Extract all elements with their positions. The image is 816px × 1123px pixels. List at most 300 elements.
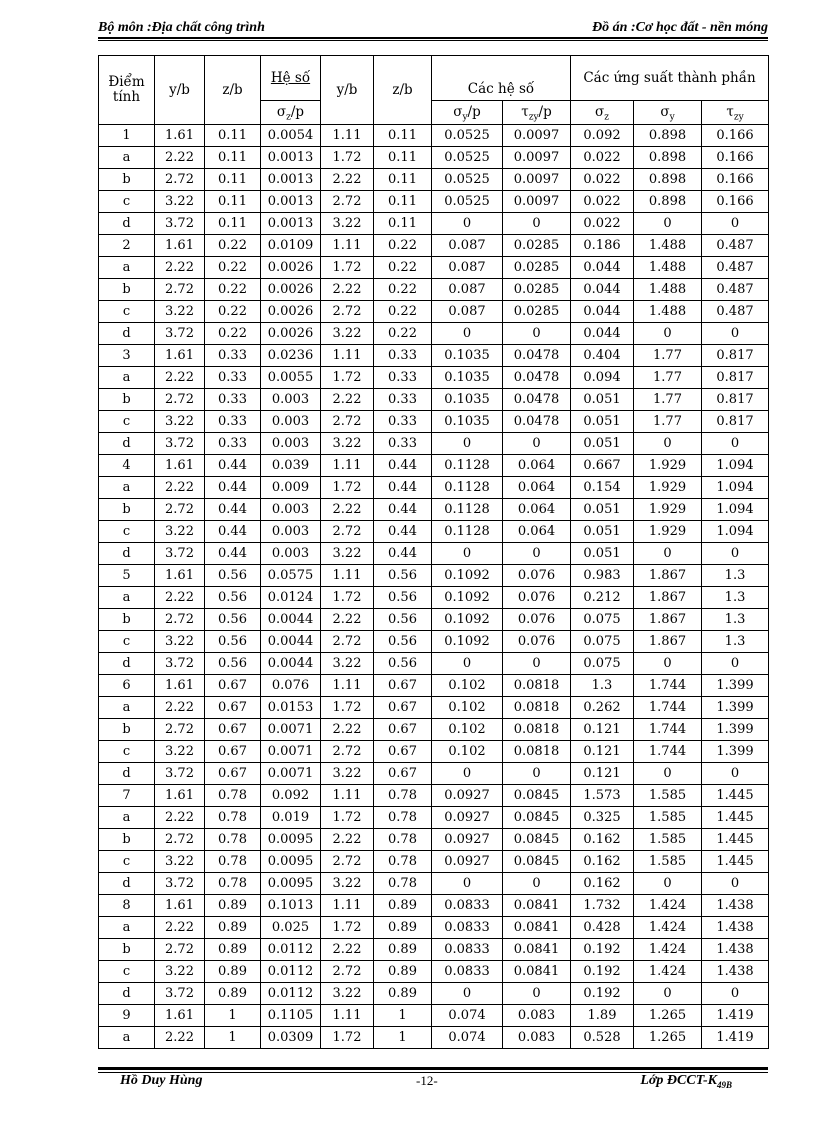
table-cell: d [99, 653, 155, 675]
table-cell: 1.867 [634, 587, 702, 609]
table-cell: 1.399 [702, 697, 769, 719]
table-cell: 0.092 [261, 785, 321, 807]
table-cell: b [99, 389, 155, 411]
table-cell: d [99, 983, 155, 1005]
table-cell: 3.22 [155, 521, 205, 543]
table-cell: 1.61 [155, 675, 205, 697]
table-cell: 0.0525 [432, 169, 503, 191]
table-cell: 0.162 [571, 829, 634, 851]
table-cell: 0.1128 [432, 455, 503, 477]
table-cell: 0.0833 [432, 895, 503, 917]
table-cell: 0.0845 [503, 851, 571, 873]
table-cell: 0.33 [205, 433, 261, 455]
table-cell: 3.22 [155, 301, 205, 323]
table-cell: 0.087 [432, 301, 503, 323]
table-cell: b [99, 499, 155, 521]
table-cell: 0 [634, 873, 702, 895]
table-cell: 0.67 [374, 763, 432, 785]
table-cell: 0.56 [374, 631, 432, 653]
table-cell: 0.1092 [432, 565, 503, 587]
table-cell: 0.076 [261, 675, 321, 697]
table-cell: 0.0309 [261, 1027, 321, 1049]
table-cell: 1.867 [634, 609, 702, 631]
table-cell: 0.1035 [432, 389, 503, 411]
table-cell: 0.44 [374, 455, 432, 477]
table-cell: 1.445 [702, 785, 769, 807]
table-cell: b [99, 609, 155, 631]
table-cell: 0.78 [205, 873, 261, 895]
table-cell: 0 [503, 983, 571, 1005]
table-cell: 0 [702, 763, 769, 785]
table-cell: 1.11 [321, 675, 374, 697]
table-cell: 1.3 [702, 631, 769, 653]
table-row [99, 961, 769, 983]
table-cell: 0.076 [503, 609, 571, 631]
table-cell: 1.929 [634, 477, 702, 499]
table-cell: 0.44 [205, 521, 261, 543]
table-cell: 2.72 [155, 609, 205, 631]
table-cell: 0.78 [205, 807, 261, 829]
table-row [99, 785, 769, 807]
table-row [99, 807, 769, 829]
table-cell: 0.019 [261, 807, 321, 829]
table-cell: 0.528 [571, 1027, 634, 1049]
table-row [99, 499, 769, 521]
table-cell: 0.44 [374, 521, 432, 543]
table-cell: 2.72 [155, 829, 205, 851]
table-cell: 0.33 [205, 411, 261, 433]
table-cell: 3.22 [321, 323, 374, 345]
table-cell: 3.72 [155, 983, 205, 1005]
table-row [99, 367, 769, 389]
table-cell: 0.33 [205, 389, 261, 411]
table-cell: 0.67 [374, 741, 432, 763]
table-cell: 5 [99, 565, 155, 587]
table-cell: 0.0478 [503, 411, 571, 433]
table-cell: 0.22 [374, 235, 432, 257]
table-cell: 2.22 [321, 499, 374, 521]
table-cell: c [99, 191, 155, 213]
table-cell: 1.77 [634, 367, 702, 389]
table-cell: 2.72 [321, 301, 374, 323]
table-cell: 0.0845 [503, 829, 571, 851]
table-row [99, 147, 769, 169]
table-cell: 0.064 [503, 455, 571, 477]
table-cell: 0 [702, 983, 769, 1005]
table-cell: 1.399 [702, 741, 769, 763]
table-cell: 0.0026 [261, 301, 321, 323]
table-cell: 0.56 [374, 587, 432, 609]
table-cell: 0.0845 [503, 785, 571, 807]
table-cell: 0.092 [571, 125, 634, 147]
table-cell: 0.56 [205, 587, 261, 609]
table-cell: 0.003 [261, 411, 321, 433]
table-cell: 0.1035 [432, 367, 503, 389]
table-cell: 0 [503, 763, 571, 785]
table-cell: 0.1092 [432, 631, 503, 653]
table-cell: 0 [702, 433, 769, 455]
table-cell: 2.72 [155, 499, 205, 521]
table-cell: 0.1035 [432, 411, 503, 433]
table-cell: 0.0285 [503, 257, 571, 279]
table-cell: d [99, 543, 155, 565]
table-cell: c [99, 301, 155, 323]
table-cell: 0.89 [205, 895, 261, 917]
table-cell: 0.0153 [261, 697, 321, 719]
table-cell: 2.22 [155, 477, 205, 499]
table-cell: 1.744 [634, 675, 702, 697]
table-cell: 0.192 [571, 983, 634, 1005]
table-cell: 0.22 [205, 235, 261, 257]
table-cell: d [99, 763, 155, 785]
table-cell: 3.22 [321, 983, 374, 1005]
table-row [99, 543, 769, 565]
table-cell: 0.121 [571, 763, 634, 785]
table-cell: 1.445 [702, 807, 769, 829]
table-cell: 1 [374, 1005, 432, 1027]
table-cell: 0 [503, 433, 571, 455]
table-cell: b [99, 279, 155, 301]
table-cell: a [99, 1027, 155, 1049]
table-cell: 0.0525 [432, 147, 503, 169]
table-cell: 0 [432, 323, 503, 345]
table-cell: 1.61 [155, 785, 205, 807]
table-cell: 1.77 [634, 411, 702, 433]
table-cell: 1.11 [321, 235, 374, 257]
table-cell: 0.44 [205, 477, 261, 499]
table-row [99, 213, 769, 235]
table-cell: 0.051 [571, 521, 634, 543]
table-cell: 0.0013 [261, 213, 321, 235]
table-cell: 0.1092 [432, 587, 503, 609]
col-header-stresses: Các ứng suất thành phần [571, 56, 769, 101]
col-header-point: Điểm tính [99, 56, 155, 125]
table-cell: 0.11 [374, 125, 432, 147]
table-row [99, 983, 769, 1005]
table-cell: 1.72 [321, 587, 374, 609]
table-cell: 0.0575 [261, 565, 321, 587]
table-cell: 0.0095 [261, 829, 321, 851]
table-cell: 0.262 [571, 697, 634, 719]
table-cell: 0.78 [374, 785, 432, 807]
table-cell: 0.33 [205, 367, 261, 389]
table-cell: 0.22 [374, 323, 432, 345]
col-header-zb: z/b [205, 56, 261, 125]
table-cell: 0.1128 [432, 521, 503, 543]
table-cell: 0.094 [571, 367, 634, 389]
table-cell: 0.56 [205, 565, 261, 587]
table-cell: 0.051 [571, 433, 634, 455]
table-cell: 0.0478 [503, 389, 571, 411]
table-cell: 0 [634, 433, 702, 455]
table-cell: 0.487 [702, 301, 769, 323]
table-cell: 0.0071 [261, 741, 321, 763]
table-cell: 1.89 [571, 1005, 634, 1027]
footer-class: Lớp ĐCCT-$K_{49B}$ [640, 1073, 732, 1090]
table-cell: 0.898 [634, 191, 702, 213]
table-cell: 2.72 [321, 521, 374, 543]
table-cell: 1.419 [702, 1005, 769, 1027]
table-row [99, 169, 769, 191]
table-cell: 1.488 [634, 235, 702, 257]
table-row [99, 763, 769, 785]
table-cell: 0.33 [205, 345, 261, 367]
table-cell: 0.487 [702, 279, 769, 301]
table-cell: 0.003 [261, 433, 321, 455]
table-cell: b [99, 939, 155, 961]
table-cell: 0 [432, 543, 503, 565]
col-header-yb2: y/b [321, 56, 374, 125]
table-row [99, 235, 769, 257]
table-cell: 3.72 [155, 873, 205, 895]
table-cell: 0.67 [205, 741, 261, 763]
table-cell: 0.009 [261, 477, 321, 499]
table-cell: 1.3 [702, 587, 769, 609]
col-header-sy-p: $\sigma_y/p$ [432, 101, 503, 125]
table-cell: 0.0044 [261, 653, 321, 675]
table-cell: 0.89 [374, 961, 432, 983]
table-cell: 0.0044 [261, 631, 321, 653]
table-cell: 1.77 [634, 345, 702, 367]
table-cell: 1.929 [634, 499, 702, 521]
table-cell: 2.72 [321, 411, 374, 433]
table-cell: 0.087 [432, 257, 503, 279]
table-cell: 0.56 [205, 653, 261, 675]
table-cell: 0.67 [205, 719, 261, 741]
table-cell: 1.11 [321, 125, 374, 147]
table-cell: 3.72 [155, 323, 205, 345]
table-cell: b [99, 169, 155, 191]
table-cell: 0 [634, 653, 702, 675]
table-cell: 0.898 [634, 169, 702, 191]
table-cell: 0.0833 [432, 939, 503, 961]
table-cell: 1 [205, 1005, 261, 1027]
col-header-tzy-p: $\tau_{zy}/p$ [503, 101, 571, 125]
table-cell: a [99, 477, 155, 499]
table-cell: 2 [99, 235, 155, 257]
table-cell: 0 [503, 873, 571, 895]
table-cell: 0.022 [571, 169, 634, 191]
table-cell: 2.22 [321, 169, 374, 191]
table-cell: 0.0818 [503, 675, 571, 697]
table-cell: 0.33 [374, 433, 432, 455]
table-cell: 0.0818 [503, 741, 571, 763]
table-cell: 0.212 [571, 587, 634, 609]
table-cell: 1.488 [634, 279, 702, 301]
table-cell: 0.56 [205, 631, 261, 653]
header-department: Bộ môn :Địa chất công trình [98, 20, 265, 35]
table-cell: 1 [374, 1027, 432, 1049]
table-row [99, 345, 769, 367]
table-row [99, 257, 769, 279]
table-cell: 0.0026 [261, 257, 321, 279]
table-cell: 0.325 [571, 807, 634, 829]
table-body [99, 125, 769, 1049]
table-row [99, 411, 769, 433]
table-cell: 0.044 [571, 257, 634, 279]
table-cell: c [99, 411, 155, 433]
table-cell: 2.72 [321, 741, 374, 763]
table-cell: 0.78 [374, 807, 432, 829]
table-cell: 0.064 [503, 499, 571, 521]
col-header-coef-k: Hệ số [261, 56, 321, 101]
table-cell: a [99, 587, 155, 609]
table-cell: 0.003 [261, 499, 321, 521]
table-cell: 0.78 [374, 851, 432, 873]
table-cell: 0.33 [374, 389, 432, 411]
table-cell: 0.11 [205, 191, 261, 213]
table-cell: 0.1035 [432, 345, 503, 367]
table-cell: 0.0026 [261, 323, 321, 345]
table-cell: 0.0236 [261, 345, 321, 367]
table-cell: 0.022 [571, 191, 634, 213]
table-cell: 0.33 [374, 345, 432, 367]
table-cell: 6 [99, 675, 155, 697]
table-cell: a [99, 367, 155, 389]
table-cell: 2.22 [321, 389, 374, 411]
table-cell: 0.0112 [261, 961, 321, 983]
table-cell: 0.0097 [503, 147, 571, 169]
table-cell: 0.0478 [503, 367, 571, 389]
table-cell: 2.22 [321, 279, 374, 301]
table-cell: 0 [432, 433, 503, 455]
table-cell: 0.083 [503, 1027, 571, 1049]
table-cell: 0.102 [432, 719, 503, 741]
col-header-sy: $\sigma_y$ [634, 101, 702, 125]
table-cell: 0.166 [702, 125, 769, 147]
table-cell: 1.445 [702, 851, 769, 873]
table-cell: 0.0845 [503, 807, 571, 829]
col-header-sz-p: $\sigma_z/p$ [261, 101, 321, 125]
table-cell: 0.67 [374, 697, 432, 719]
table-row [99, 719, 769, 741]
table-cell: a [99, 917, 155, 939]
table-cell: 0.0285 [503, 235, 571, 257]
table-cell: 0.0841 [503, 939, 571, 961]
table-cell: 1.094 [702, 521, 769, 543]
table-cell: 0.78 [205, 851, 261, 873]
col-header-sz: $\sigma_z$ [571, 101, 634, 125]
table-cell: 0.817 [702, 345, 769, 367]
table-row [99, 1027, 769, 1049]
table-cell: 8 [99, 895, 155, 917]
table-cell: 0 [634, 543, 702, 565]
table-cell: 0.0285 [503, 279, 571, 301]
table-cell: 3.72 [155, 763, 205, 785]
table-cell: 0.121 [571, 741, 634, 763]
table-cell: 0.11 [205, 213, 261, 235]
table-cell: 0.56 [374, 653, 432, 675]
table-cell: 0.67 [374, 675, 432, 697]
table-cell: 0.162 [571, 873, 634, 895]
table-cell: 0.89 [374, 895, 432, 917]
table-cell: 0.11 [205, 169, 261, 191]
table-cell: 0.56 [205, 609, 261, 631]
col-header-yb: y/b [155, 56, 205, 125]
table-row [99, 829, 769, 851]
table-cell: 0.025 [261, 917, 321, 939]
table-cell: 0.051 [571, 499, 634, 521]
table-cell: 0.0109 [261, 235, 321, 257]
table-cell: 0.404 [571, 345, 634, 367]
table-cell: 0.67 [205, 675, 261, 697]
table-cell: 0.78 [374, 829, 432, 851]
table-cell: 0.667 [571, 455, 634, 477]
table-cell: 0.121 [571, 719, 634, 741]
table-cell: 0.0833 [432, 917, 503, 939]
table-cell: 3.22 [155, 631, 205, 653]
table-cell: 0.022 [571, 213, 634, 235]
table-cell: 0.0285 [503, 301, 571, 323]
table-cell: 1.72 [321, 477, 374, 499]
table-cell: c [99, 631, 155, 653]
table-cell: 2.22 [155, 917, 205, 939]
table-cell: 2.22 [155, 807, 205, 829]
table-cell: 0.89 [205, 917, 261, 939]
table-cell: 2.22 [155, 367, 205, 389]
table-cell: 2.22 [321, 829, 374, 851]
table-cell: 0.0927 [432, 829, 503, 851]
table-cell: 1.867 [634, 565, 702, 587]
table-cell: 0.78 [205, 785, 261, 807]
table-cell: 0.0026 [261, 279, 321, 301]
table-cell: 0.11 [374, 169, 432, 191]
table-cell: 0.051 [571, 389, 634, 411]
table-cell: 0 [432, 213, 503, 235]
table-cell: 0.89 [205, 961, 261, 983]
table-cell: 0.22 [205, 301, 261, 323]
table-cell: 3.22 [321, 213, 374, 235]
table-row [99, 697, 769, 719]
table-cell: 3.22 [321, 763, 374, 785]
table-cell: 0.064 [503, 477, 571, 499]
table-cell: 1.438 [702, 895, 769, 917]
table-cell: 0.89 [205, 983, 261, 1005]
table-cell: 0.22 [205, 323, 261, 345]
table-cell: 0.087 [432, 279, 503, 301]
table-cell: c [99, 521, 155, 543]
table-cell: 0 [702, 873, 769, 895]
table-cell: 1.094 [702, 477, 769, 499]
table-cell: 0.0112 [261, 939, 321, 961]
table-cell: 0 [634, 763, 702, 785]
table-cell: 3.22 [321, 653, 374, 675]
table-row [99, 653, 769, 675]
table-cell: 4 [99, 455, 155, 477]
table-cell: 0.22 [205, 257, 261, 279]
table-cell: 0.11 [374, 213, 432, 235]
table-cell: 3.72 [155, 543, 205, 565]
table-cell: 1.929 [634, 521, 702, 543]
table-cell: 0.064 [503, 521, 571, 543]
table-cell: 0.0927 [432, 785, 503, 807]
table-cell: 1.61 [155, 895, 205, 917]
table-row [99, 455, 769, 477]
table-cell: 1.744 [634, 697, 702, 719]
table-cell: 1.61 [155, 565, 205, 587]
table-cell: 0.192 [571, 939, 634, 961]
table-cell: 0.083 [503, 1005, 571, 1027]
table-cell: 1.419 [702, 1027, 769, 1049]
table-cell: 1.3 [571, 675, 634, 697]
table-cell: 1.11 [321, 345, 374, 367]
table-cell: 0.0478 [503, 345, 571, 367]
table-cell: 0.44 [205, 455, 261, 477]
table-row [99, 565, 769, 587]
table-cell: 0.0525 [432, 125, 503, 147]
table-cell: 0.89 [374, 917, 432, 939]
table-cell: 1.61 [155, 455, 205, 477]
